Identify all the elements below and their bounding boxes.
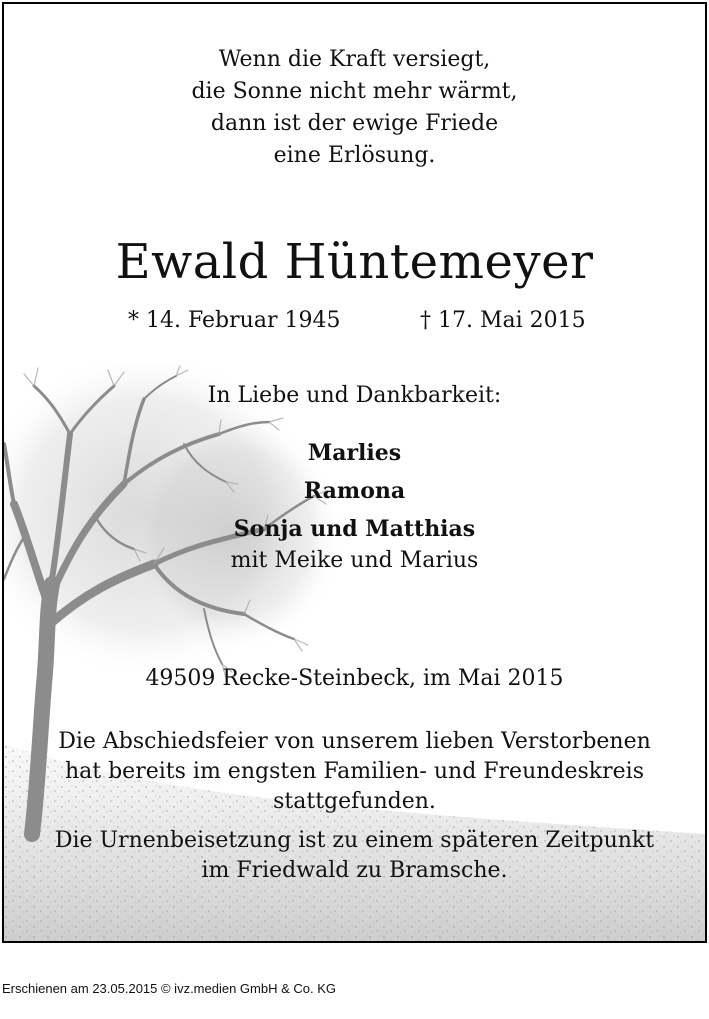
- urn-line: im Friedwald zu Bramsche.: [201, 858, 508, 883]
- verse-line: die Sonne nicht mehr wärmt,: [191, 79, 518, 104]
- birth-date: * 14. Februar 1945: [128, 308, 341, 333]
- publication-credit: Erschienen am 23.05.2015 © ivz.medien GmbH & Co. KG: [2, 981, 337, 996]
- mourner-name: Marlies: [307, 440, 402, 466]
- verse-line: dann ist der ewige Friede: [210, 111, 499, 136]
- urn-line: Die Urnenbeisetzung ist zu einem späteren Zeitpunkt: [54, 828, 655, 853]
- verse: [4, 44, 705, 172]
- verse-line: Wenn die Kraft versiegt,: [218, 47, 491, 72]
- mourner-name: Sonja und Matthias: [233, 516, 476, 542]
- obituary-card: [2, 2, 707, 943]
- mourner-name: Ramona: [303, 478, 406, 504]
- farewell-line: hat bereits im engsten Familien- und Freundeskreis: [64, 759, 644, 784]
- deceased-name: Ewald Hüntemeyer: [115, 234, 594, 290]
- mourners-list: [4, 434, 705, 574]
- mourner-with: mit Meike und Marius: [230, 548, 479, 573]
- death-date: † 17. Mai 2015: [420, 308, 586, 333]
- obituary-content: [4, 4, 705, 941]
- farewell-line: stattgefunden.: [273, 789, 436, 814]
- place-date: 49509 Recke-Steinbeck, im Mai 2015: [145, 666, 564, 691]
- urn-burial-notice: [4, 826, 705, 886]
- farewell-line: Die Abschiedsfeier von unserem lieben Verstorbenen: [58, 729, 651, 754]
- verse-line: eine Erlösung.: [273, 143, 436, 168]
- thanks-line: In Liebe und Dankbarkeit:: [207, 383, 502, 408]
- farewell-notice: [4, 727, 705, 817]
